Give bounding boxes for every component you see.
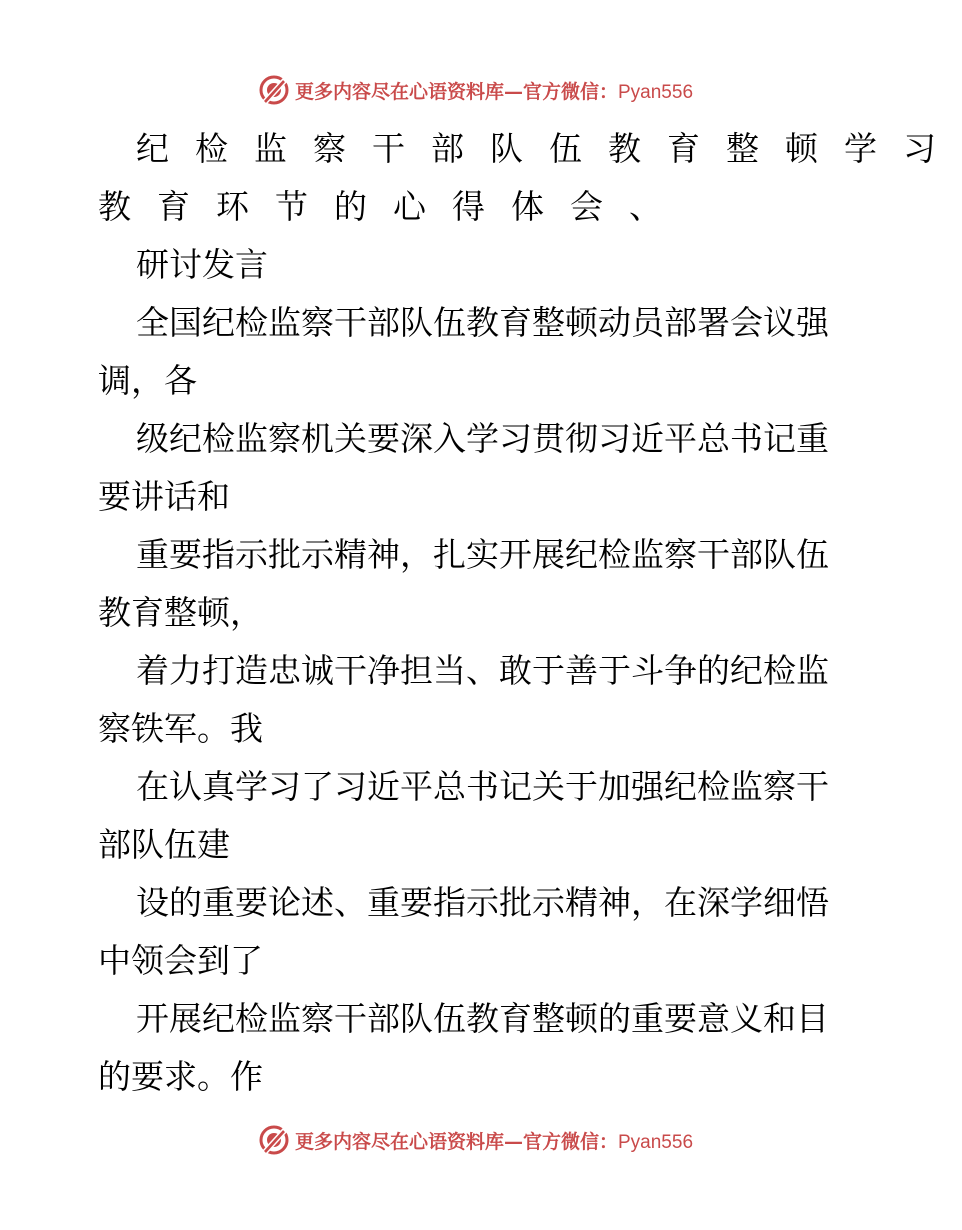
- paragraph-line: 重要指示批示精神，扎实开展纪检监察干部队伍: [136, 535, 829, 574]
- paragraph-line: 级纪检监察机关要深入学习贯彻习近平总书记重: [136, 419, 829, 458]
- paragraph-line: 的要求。作: [98, 1057, 263, 1096]
- paragraph-line: 部队伍建: [98, 825, 230, 864]
- paragraph-line: 开展纪检监察干部队伍教育整顿的重要意义和目: [136, 999, 829, 1038]
- document-title-line-1: 纪检监察干部队伍教育整顿学习: [136, 129, 962, 168]
- paragraph-line: 着力打造忠诚干净担当、敢于善于斗争的纪检监: [136, 651, 829, 690]
- paragraph-line: 设的重要论述、重要指示批示精神，在深学细悟: [136, 883, 829, 922]
- paragraph-line: 要讲话和: [98, 477, 230, 516]
- paragraph-line: 教育整顿，: [98, 593, 263, 632]
- header-watermark-banner: [0, 70, 950, 110]
- footer-watermark-banner: [0, 1120, 950, 1160]
- paragraph-line: 中领会到了: [98, 941, 263, 980]
- paragraph-line: 研讨发言: [136, 245, 268, 284]
- watermark-text: 更多内容尽在心语资料库—官方微信：Pyan556: [294, 1130, 694, 1153]
- document-title-line-2: 教育环节的心得体会、: [98, 187, 688, 226]
- pen-nib-logo-icon: [257, 73, 291, 107]
- paragraph-line: 调，各: [98, 361, 197, 400]
- paragraph-line: 察铁军。我: [98, 709, 263, 748]
- pen-nib-logo-icon: [257, 1123, 291, 1157]
- paragraph-line: 在认真学习了习近平总书记关于加强纪检监察干: [136, 767, 829, 806]
- document-body: [98, 120, 962, 1106]
- watermark-text: 更多内容尽在心语资料库—官方微信：Pyan556: [294, 80, 694, 103]
- paragraph-line: 全国纪检监察干部队伍教育整顿动员部署会议强: [136, 303, 829, 342]
